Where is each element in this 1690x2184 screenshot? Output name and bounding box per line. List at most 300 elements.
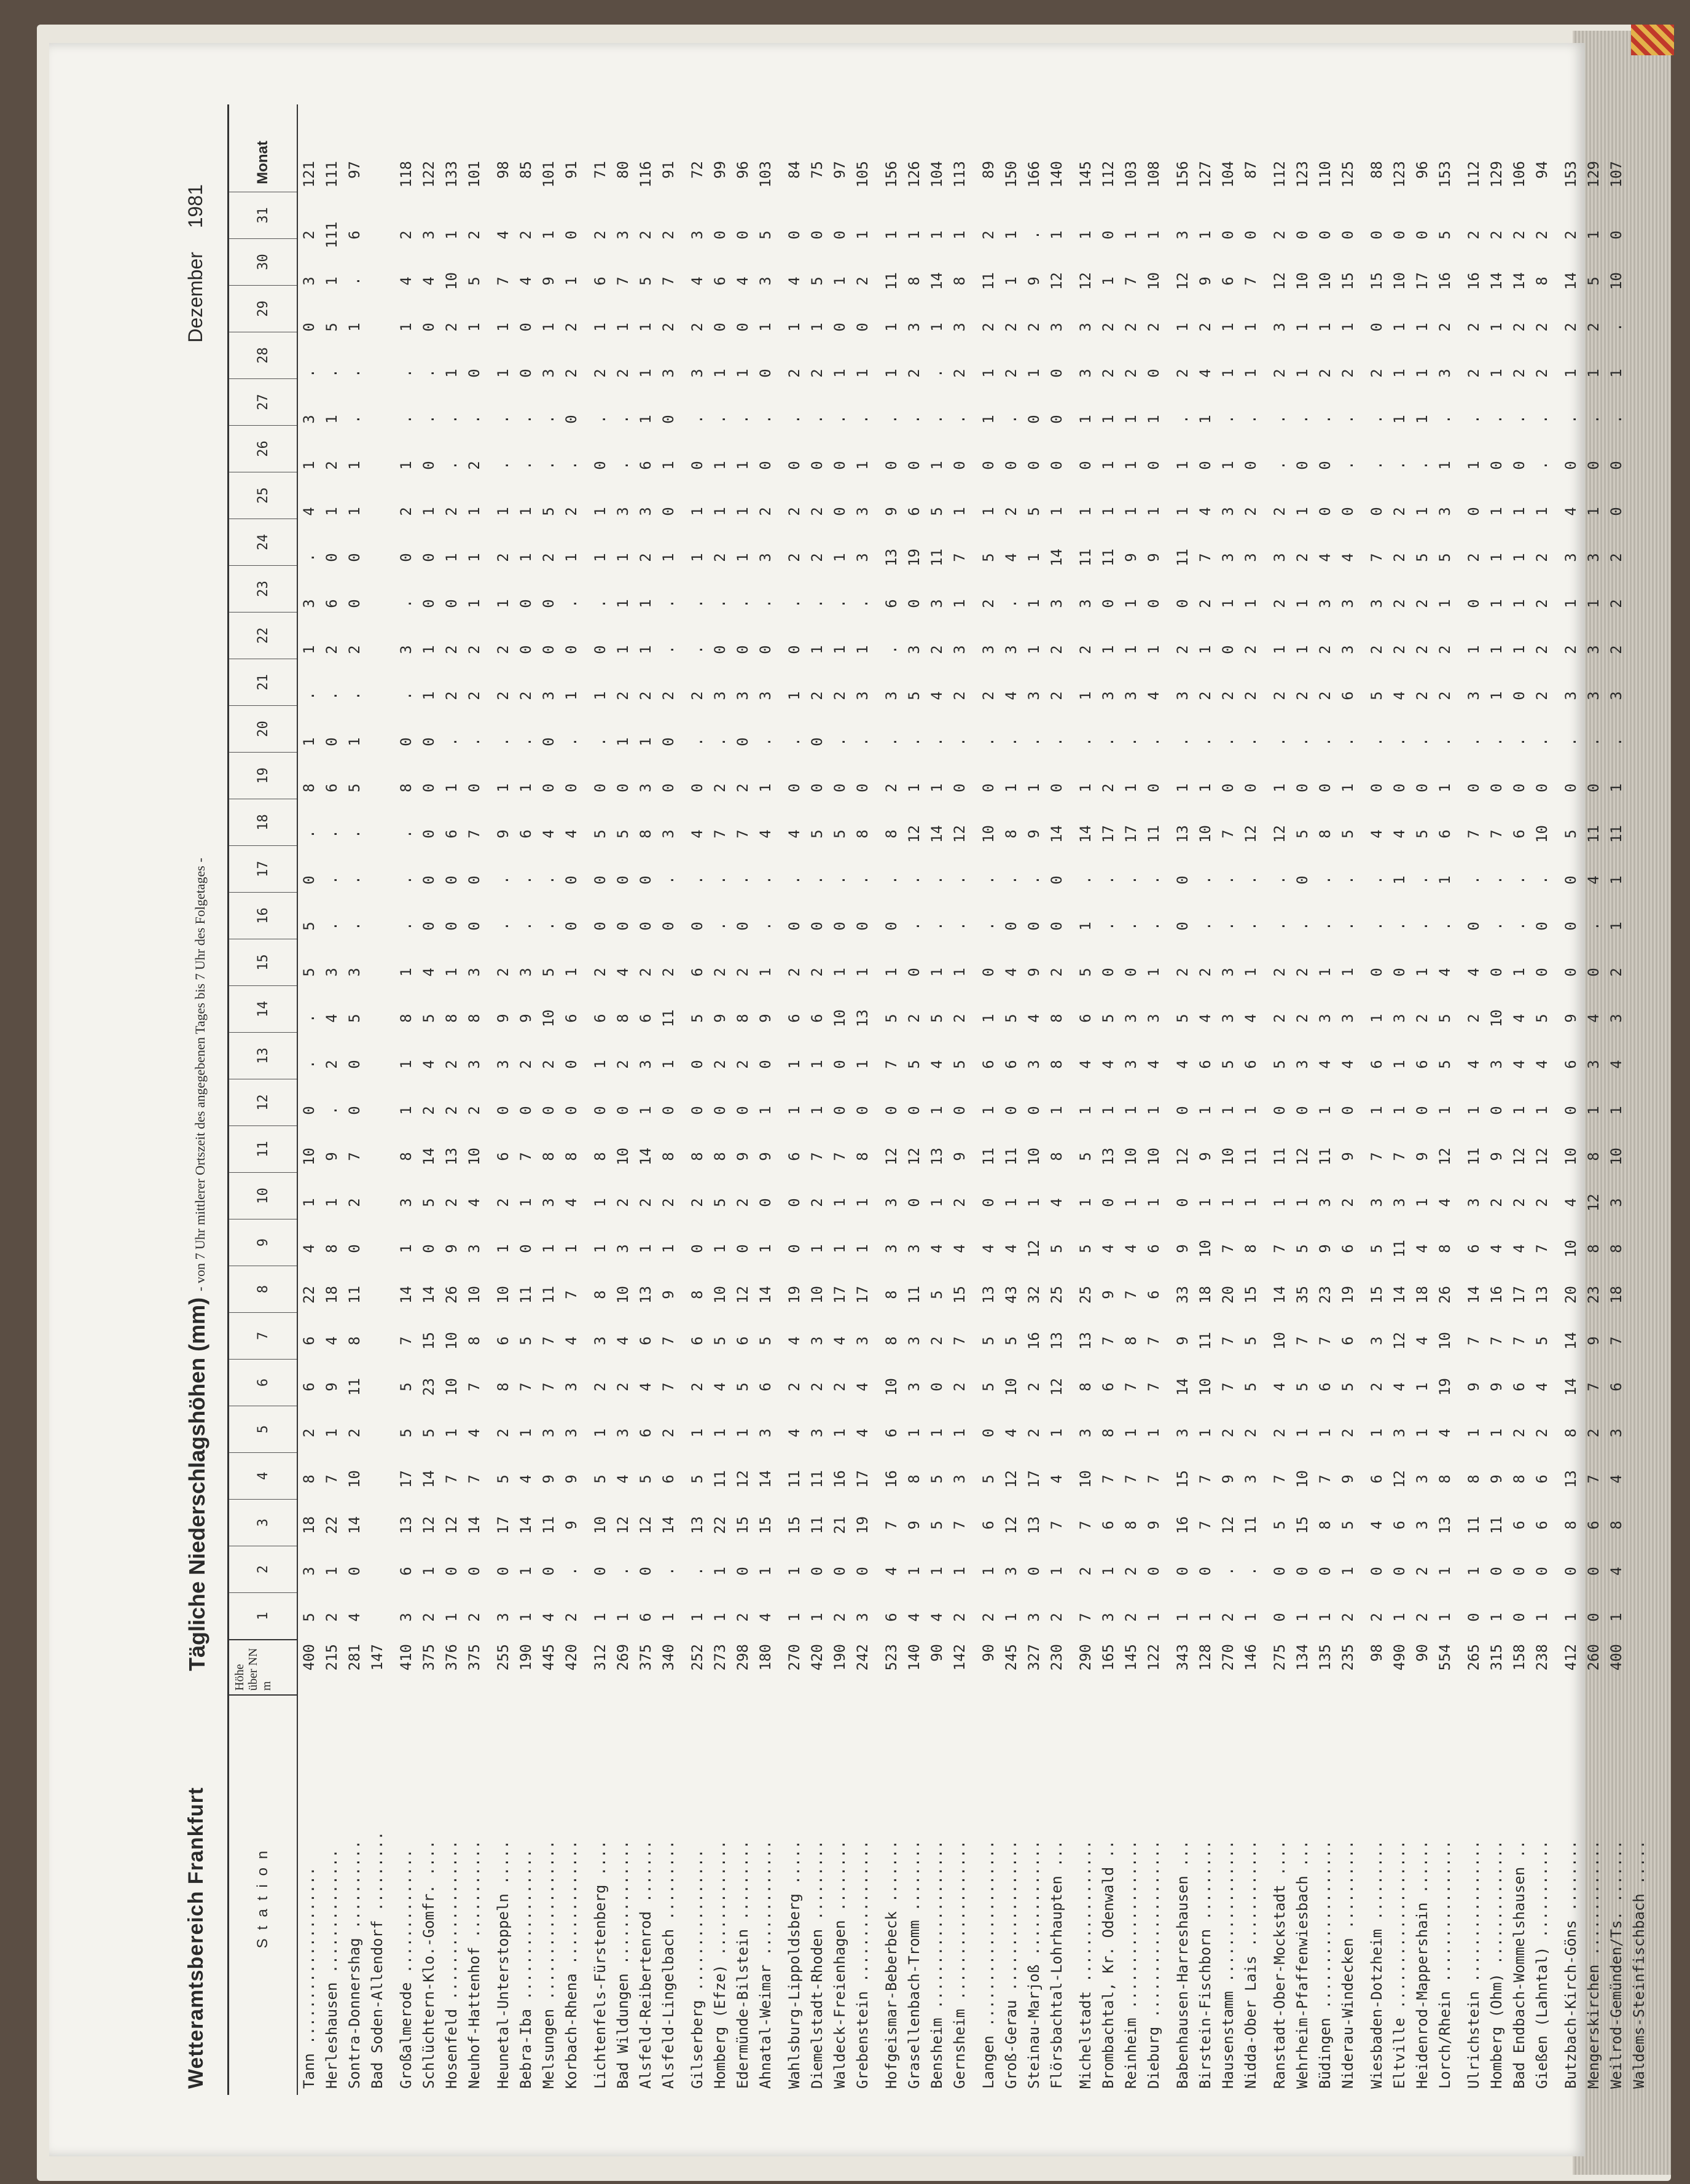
day-value: . <box>1122 922 1140 931</box>
day-value: 0 <box>1174 1106 1191 1115</box>
day-value: 6 <box>1197 1060 1214 1069</box>
table-row <box>1531 104 1554 2095</box>
day-value: . <box>1003 415 1020 424</box>
table-row <box>709 104 732 2095</box>
day-value: 1 <box>637 645 654 654</box>
station-height: 270 <box>1219 1644 1237 1671</box>
day-value: 0 <box>831 1106 848 1115</box>
day-value: 6 <box>1391 1521 1408 1530</box>
day-value: 9 <box>906 1521 923 1530</box>
month-total: 111 <box>323 161 340 188</box>
day-value: 2 <box>1174 968 1191 977</box>
day-value: 3 <box>1122 691 1140 700</box>
day-value: 0 <box>420 783 437 793</box>
day-value: 3 <box>808 1336 826 1345</box>
day-value: 4 <box>757 1613 774 1622</box>
day-value: 1 <box>711 1428 729 1438</box>
day-value: 6 <box>592 1014 609 1023</box>
day-value: 4 <box>563 829 580 839</box>
day-value: 2 <box>1003 323 1020 332</box>
day-value: 3 <box>1316 599 1334 608</box>
day-value: 12 <box>614 1516 632 1534</box>
day-value: 4 <box>786 1428 803 1438</box>
day-value: 2 <box>1414 1014 1431 1023</box>
day-value: 1 <box>1077 507 1094 516</box>
day-value: . <box>1122 737 1140 746</box>
day-value: 0 <box>1368 230 1385 240</box>
day-value: 7 <box>614 276 632 286</box>
day-value: 6 <box>1511 1521 1528 1530</box>
day-value: 2 <box>1414 691 1431 700</box>
day-value: 2 <box>397 507 415 516</box>
day-value: . <box>540 875 557 885</box>
day-value <box>1628 1410 1651 1456</box>
day-value: 1 <box>1271 1198 1288 1207</box>
day-value: . <box>928 369 945 378</box>
day-value: . <box>1271 461 1288 470</box>
day-value: . <box>1436 737 1453 746</box>
day-value: 4 <box>1339 1060 1356 1069</box>
day-value: 3 <box>854 1336 871 1345</box>
day-value: . <box>980 922 997 931</box>
day-value: 0 <box>1414 783 1431 793</box>
day-value: 3 <box>563 1382 580 1391</box>
day-value: . <box>563 461 580 470</box>
day-value: . <box>420 369 437 378</box>
day-value: 1 <box>906 1567 923 1576</box>
day-value: 10 <box>1271 1332 1288 1350</box>
day-value: 1 <box>1025 369 1043 378</box>
day-value: 2 <box>540 1060 557 1069</box>
day-value: 0 <box>808 922 826 931</box>
station-name: Büdingen ................... <box>1316 1840 1334 2089</box>
day-value: 6 <box>637 1336 654 1345</box>
day-value: 1 <box>1025 599 1043 608</box>
day-value: 0 <box>466 369 483 378</box>
day-value: . <box>1339 737 1356 746</box>
day-value: 8 <box>906 1474 923 1484</box>
day-value: 2 <box>300 1428 318 1438</box>
day-value: 7 <box>1465 1336 1482 1345</box>
day-value: . <box>1414 737 1431 746</box>
day-value: 0 <box>1488 783 1505 793</box>
day-value: 12 <box>637 1516 654 1534</box>
day-value: . <box>757 875 774 885</box>
day-value: 9 <box>1025 968 1043 977</box>
day-value: 6 <box>1436 829 1453 839</box>
day-value: 12 <box>420 1516 437 1534</box>
day-value: 4 <box>757 829 774 839</box>
day-value: 1 <box>1488 553 1505 562</box>
day-value: 2 <box>786 968 803 977</box>
day-value: 7 <box>517 1382 534 1391</box>
day-value: 3 <box>1339 645 1356 654</box>
day-value: 8 <box>466 1014 483 1023</box>
day-header: 13 <box>229 1032 297 1079</box>
day-value: 5 <box>980 553 997 562</box>
document-page <box>49 43 1648 2156</box>
day-value: 2 <box>443 1106 460 1115</box>
day-value: 3 <box>854 691 871 700</box>
month-total: 112 <box>1465 161 1482 188</box>
day-value: 3 <box>689 230 706 240</box>
day-value: 0 <box>1048 369 1065 378</box>
day-value: 4 <box>1414 1244 1431 1253</box>
day-value: 5 <box>757 230 774 240</box>
day-value: 0 <box>346 599 363 608</box>
day-value: 18 <box>1414 1286 1431 1304</box>
day-value: 3 <box>883 1198 900 1207</box>
day-value: 0 <box>614 1106 632 1115</box>
day-value: . <box>517 415 534 424</box>
day-value: 9 <box>1339 1152 1356 1161</box>
day-value <box>366 1226 389 1272</box>
station-height: 90 <box>980 1644 997 1662</box>
day-value: 4 <box>689 829 706 839</box>
table-row <box>440 104 463 2095</box>
month-total: 129 <box>1488 161 1505 188</box>
day-value: . <box>397 691 415 700</box>
day-value: 0 <box>592 783 609 793</box>
day-value: 2 <box>1219 1613 1237 1622</box>
day-value: 2 <box>1608 553 1625 562</box>
day-value: 1 <box>1391 323 1408 332</box>
day-value: 5 <box>928 1014 945 1023</box>
day-value: 13 <box>883 549 900 566</box>
day-value: 10 <box>614 1286 632 1304</box>
day-value: 6 <box>323 599 340 608</box>
day-value: 1 <box>517 1198 534 1207</box>
day-value: 4 <box>1436 1198 1453 1207</box>
day-value: 6 <box>1533 1521 1551 1530</box>
month-total: 97 <box>346 161 363 179</box>
day-value: 19 <box>1339 1286 1356 1304</box>
day-value: 10 <box>1391 272 1408 290</box>
day-value: 1 <box>517 1613 534 1622</box>
day-value: 0 <box>1025 415 1043 424</box>
day-value: 7 <box>1048 1521 1065 1530</box>
day-value: 9 <box>711 1014 729 1023</box>
day-value: 12 <box>906 825 923 843</box>
day-value: . <box>1339 922 1356 931</box>
table-row <box>1291 104 1314 2095</box>
day-value: 1 <box>883 968 900 977</box>
day-value: 12 <box>443 1516 460 1534</box>
day-value: 0 <box>906 968 923 977</box>
day-value: 2 <box>1145 323 1162 332</box>
day-value: 11 <box>928 549 945 566</box>
day-value: 1 <box>1025 1198 1043 1207</box>
day-value: 19 <box>1436 1378 1453 1396</box>
day-value: . <box>1436 415 1453 424</box>
day-value: 0 <box>854 323 871 332</box>
day-value: 2 <box>637 968 654 977</box>
day-value: 3 <box>1271 553 1288 562</box>
day-value: 9 <box>1488 1152 1505 1161</box>
day-value: 7 <box>1219 1244 1237 1253</box>
day-value: . <box>1174 415 1191 424</box>
day-value: 3 <box>1339 599 1356 608</box>
day-value: 1 <box>1145 507 1162 516</box>
station-name: Korbach-Rhena .............. <box>563 1840 580 2089</box>
day-header: 7 <box>229 1312 297 1359</box>
day-value: 10 <box>540 1009 557 1027</box>
day-value: 0 <box>1100 968 1117 977</box>
day-value: 0 <box>592 1106 609 1115</box>
month-total: 133 <box>443 161 460 188</box>
day-value: 2 <box>660 1198 677 1207</box>
day-value: 1 <box>734 1428 751 1438</box>
day-value: 1 <box>614 599 632 608</box>
day-value: 0 <box>1219 230 1237 240</box>
day-value: 6 <box>495 1336 512 1345</box>
day-value: 10 <box>1003 1378 1020 1396</box>
day-value: 5 <box>1048 1244 1065 1253</box>
day-value: . <box>397 829 415 839</box>
day-value: 5 <box>928 1290 945 1299</box>
day-value: 8 <box>883 1290 900 1299</box>
day-value: . <box>1368 415 1385 424</box>
day-value: 0 <box>1391 968 1408 977</box>
station-height: 269 <box>614 1644 632 1671</box>
day-value: . <box>1100 875 1117 885</box>
day-value: 8 <box>689 1152 706 1161</box>
day-value: 0 <box>1025 1567 1043 1576</box>
day-value: . <box>495 461 512 470</box>
day-value: 0 <box>563 230 580 240</box>
day-value: 2 <box>637 230 654 240</box>
day-value: 2 <box>808 507 826 516</box>
day-value: 2 <box>711 783 729 793</box>
day-value: 0 <box>1316 507 1334 516</box>
day-value: 0 <box>420 599 437 608</box>
day-value: 1 <box>808 1060 826 1069</box>
day-value: 0 <box>443 599 460 608</box>
station-height: 190 <box>517 1644 534 1671</box>
day-value: . <box>831 415 848 424</box>
day-value: 20 <box>1219 1286 1237 1304</box>
day-value <box>366 442 389 488</box>
day-value: . <box>757 737 774 746</box>
month-total: 110 <box>1316 161 1334 188</box>
day-value: . <box>346 875 363 885</box>
day-value: 3 <box>466 1060 483 1069</box>
day-value: 0 <box>980 1428 997 1438</box>
day-value: 1 <box>1077 691 1094 700</box>
day-value: 10 <box>1025 1148 1043 1165</box>
day-value: 1 <box>1100 461 1117 470</box>
day-value: 1 <box>1294 369 1311 378</box>
day-value: 0 <box>1339 507 1356 516</box>
day-value: 5 <box>1271 1060 1288 1069</box>
day-value: 1 <box>323 276 340 286</box>
day-value: 2 <box>1465 369 1482 378</box>
day-value: 0 <box>1511 783 1528 793</box>
day-value: 2 <box>592 230 609 240</box>
day-value: . <box>592 737 609 746</box>
day-value: 9 <box>1025 276 1043 286</box>
day-value: 12 <box>1585 1194 1602 1211</box>
day-value: . <box>397 875 415 885</box>
day-value: 18 <box>1608 1286 1625 1304</box>
day-value: . <box>495 415 512 424</box>
day-value: 14 <box>660 1516 677 1534</box>
day-value: 5 <box>1368 691 1385 700</box>
day-value: 1 <box>592 1244 609 1253</box>
day-value: 0 <box>689 783 706 793</box>
day-value: 1 <box>1145 1428 1162 1438</box>
day-value: . <box>808 599 826 608</box>
day-value: 1 <box>831 968 848 977</box>
day-value: 2 <box>1025 1382 1043 1391</box>
day-value: . <box>346 922 363 931</box>
day-value: . <box>300 829 318 839</box>
day-value: 0 <box>466 783 483 793</box>
day-value: 14 <box>1271 1286 1288 1304</box>
day-value: . <box>1197 922 1214 931</box>
day-value: 3 <box>540 1428 557 1438</box>
day-value: 1 <box>711 1613 729 1622</box>
day-value: 1 <box>1048 230 1065 240</box>
day-value: 1 <box>397 1106 415 1115</box>
day-value: 15 <box>734 1516 751 1534</box>
day-value: 3 <box>637 507 654 516</box>
day-header: 30 <box>229 238 297 285</box>
day-value: 8 <box>637 829 654 839</box>
day-value: 7 <box>711 829 729 839</box>
day-value: 2 <box>980 691 997 700</box>
day-value: 2 <box>1562 323 1579 332</box>
day-value: 0 <box>1368 1567 1385 1576</box>
day-value: 25 <box>1048 1286 1065 1304</box>
day-value: . <box>397 369 415 378</box>
station-height: 98 <box>1368 1644 1385 1662</box>
station-height <box>1628 1640 1651 1696</box>
month-total <box>366 154 389 212</box>
table-row <box>1023 104 1046 2095</box>
day-value: . <box>1533 415 1551 424</box>
day-value: 0 <box>495 1106 512 1115</box>
day-value <box>366 627 389 673</box>
day-value: 12 <box>1271 825 1288 843</box>
day-value: 2 <box>563 507 580 516</box>
day-value: 1 <box>1316 968 1334 977</box>
day-header: 18 <box>229 799 297 845</box>
day-value: 0 <box>323 553 340 562</box>
day-value: 0 <box>563 415 580 424</box>
day-value: 0 <box>906 461 923 470</box>
day-value <box>366 949 389 995</box>
day-value: 5 <box>592 829 609 839</box>
day-value: 1 <box>1294 599 1311 608</box>
day-value: 3 <box>1294 1060 1311 1069</box>
day-value: 1 <box>831 276 848 286</box>
day-value: 0 <box>346 1244 363 1253</box>
day-value: 3 <box>757 276 774 286</box>
day-value: 0 <box>1533 783 1551 793</box>
day-value: 1 <box>1511 507 1528 516</box>
day-value: 2 <box>808 1198 826 1207</box>
day-value: 3 <box>1339 1014 1356 1023</box>
day-value: 1 <box>980 1014 997 1023</box>
day-value: 3 <box>711 691 729 700</box>
day-value: 6 <box>1077 1014 1094 1023</box>
day-value: 8 <box>1436 1244 1453 1253</box>
station-name: Babenhausen-Harreshausen ... <box>1174 1840 1191 2089</box>
day-value: 8 <box>614 1014 632 1023</box>
day-value: 1 <box>443 230 460 240</box>
day-value: 1 <box>906 1428 923 1438</box>
day-value: 8 <box>300 783 318 793</box>
day-value: . <box>563 737 580 746</box>
day-value: 4 <box>1174 1060 1191 1069</box>
day-value: . <box>300 369 318 378</box>
day-value: 9 <box>540 276 557 286</box>
station-height: 140 <box>906 1644 923 1671</box>
day-value: 9 <box>1414 1152 1431 1161</box>
day-value: . <box>660 1567 677 1576</box>
station-height: 135 <box>1316 1644 1334 1671</box>
day-value: 9 <box>495 829 512 839</box>
day-value: 1 <box>734 507 751 516</box>
day-value: 0 <box>808 737 826 746</box>
day-value: 2 <box>563 369 580 378</box>
day-value: 7 <box>951 1521 968 1530</box>
day-value <box>1628 258 1651 304</box>
day-value: 0 <box>1533 1567 1551 1576</box>
day-value: . <box>1511 415 1528 424</box>
day-value: 1 <box>1197 415 1214 424</box>
day-value: 20 <box>1562 1286 1579 1304</box>
day-value: 2 <box>1511 230 1528 240</box>
day-value: 4 <box>1271 1382 1288 1391</box>
day-value: . <box>1271 737 1288 746</box>
day-value: 9 <box>563 1474 580 1484</box>
day-value: 0 <box>563 1060 580 1069</box>
day-value: 2 <box>1197 323 1214 332</box>
day-value: 11 <box>1242 1148 1259 1165</box>
day-value: 11 <box>1391 1240 1408 1258</box>
day-value: 6 <box>1219 276 1237 286</box>
day-value: . <box>689 737 706 746</box>
day-value: 0 <box>831 507 848 516</box>
day-value: 4 <box>466 1198 483 1207</box>
day-value: . <box>1174 737 1191 746</box>
station-height: 270 <box>786 1644 803 1671</box>
day-value: 2 <box>928 645 945 654</box>
day-value: . <box>1391 922 1408 931</box>
day-value: 1 <box>808 1106 826 1115</box>
day-value: 0 <box>443 1567 460 1576</box>
day-value: 3 <box>906 1244 923 1253</box>
day-value: 0 <box>1316 230 1334 240</box>
day-value: . <box>323 922 340 931</box>
day-value: 3 <box>1122 1060 1140 1069</box>
day-value: 4 <box>323 1014 340 1023</box>
sheet-header <box>92 86 227 2113</box>
day-value: 1 <box>1608 922 1625 931</box>
rotated-table-sheet <box>92 86 1648 2113</box>
day-value: 3 <box>1608 1198 1625 1207</box>
day-value <box>1628 1226 1651 1272</box>
day-value: 4 <box>1511 1244 1528 1253</box>
day-value: 0 <box>1391 230 1408 240</box>
station-name: Dieburg .................... <box>1145 1840 1162 2089</box>
day-value: 0 <box>757 1060 774 1069</box>
day-value: 3 <box>1025 1613 1043 1622</box>
day-value: 3 <box>757 1428 774 1438</box>
station-name: Groß-Gerau ................. <box>1003 1840 1020 2089</box>
